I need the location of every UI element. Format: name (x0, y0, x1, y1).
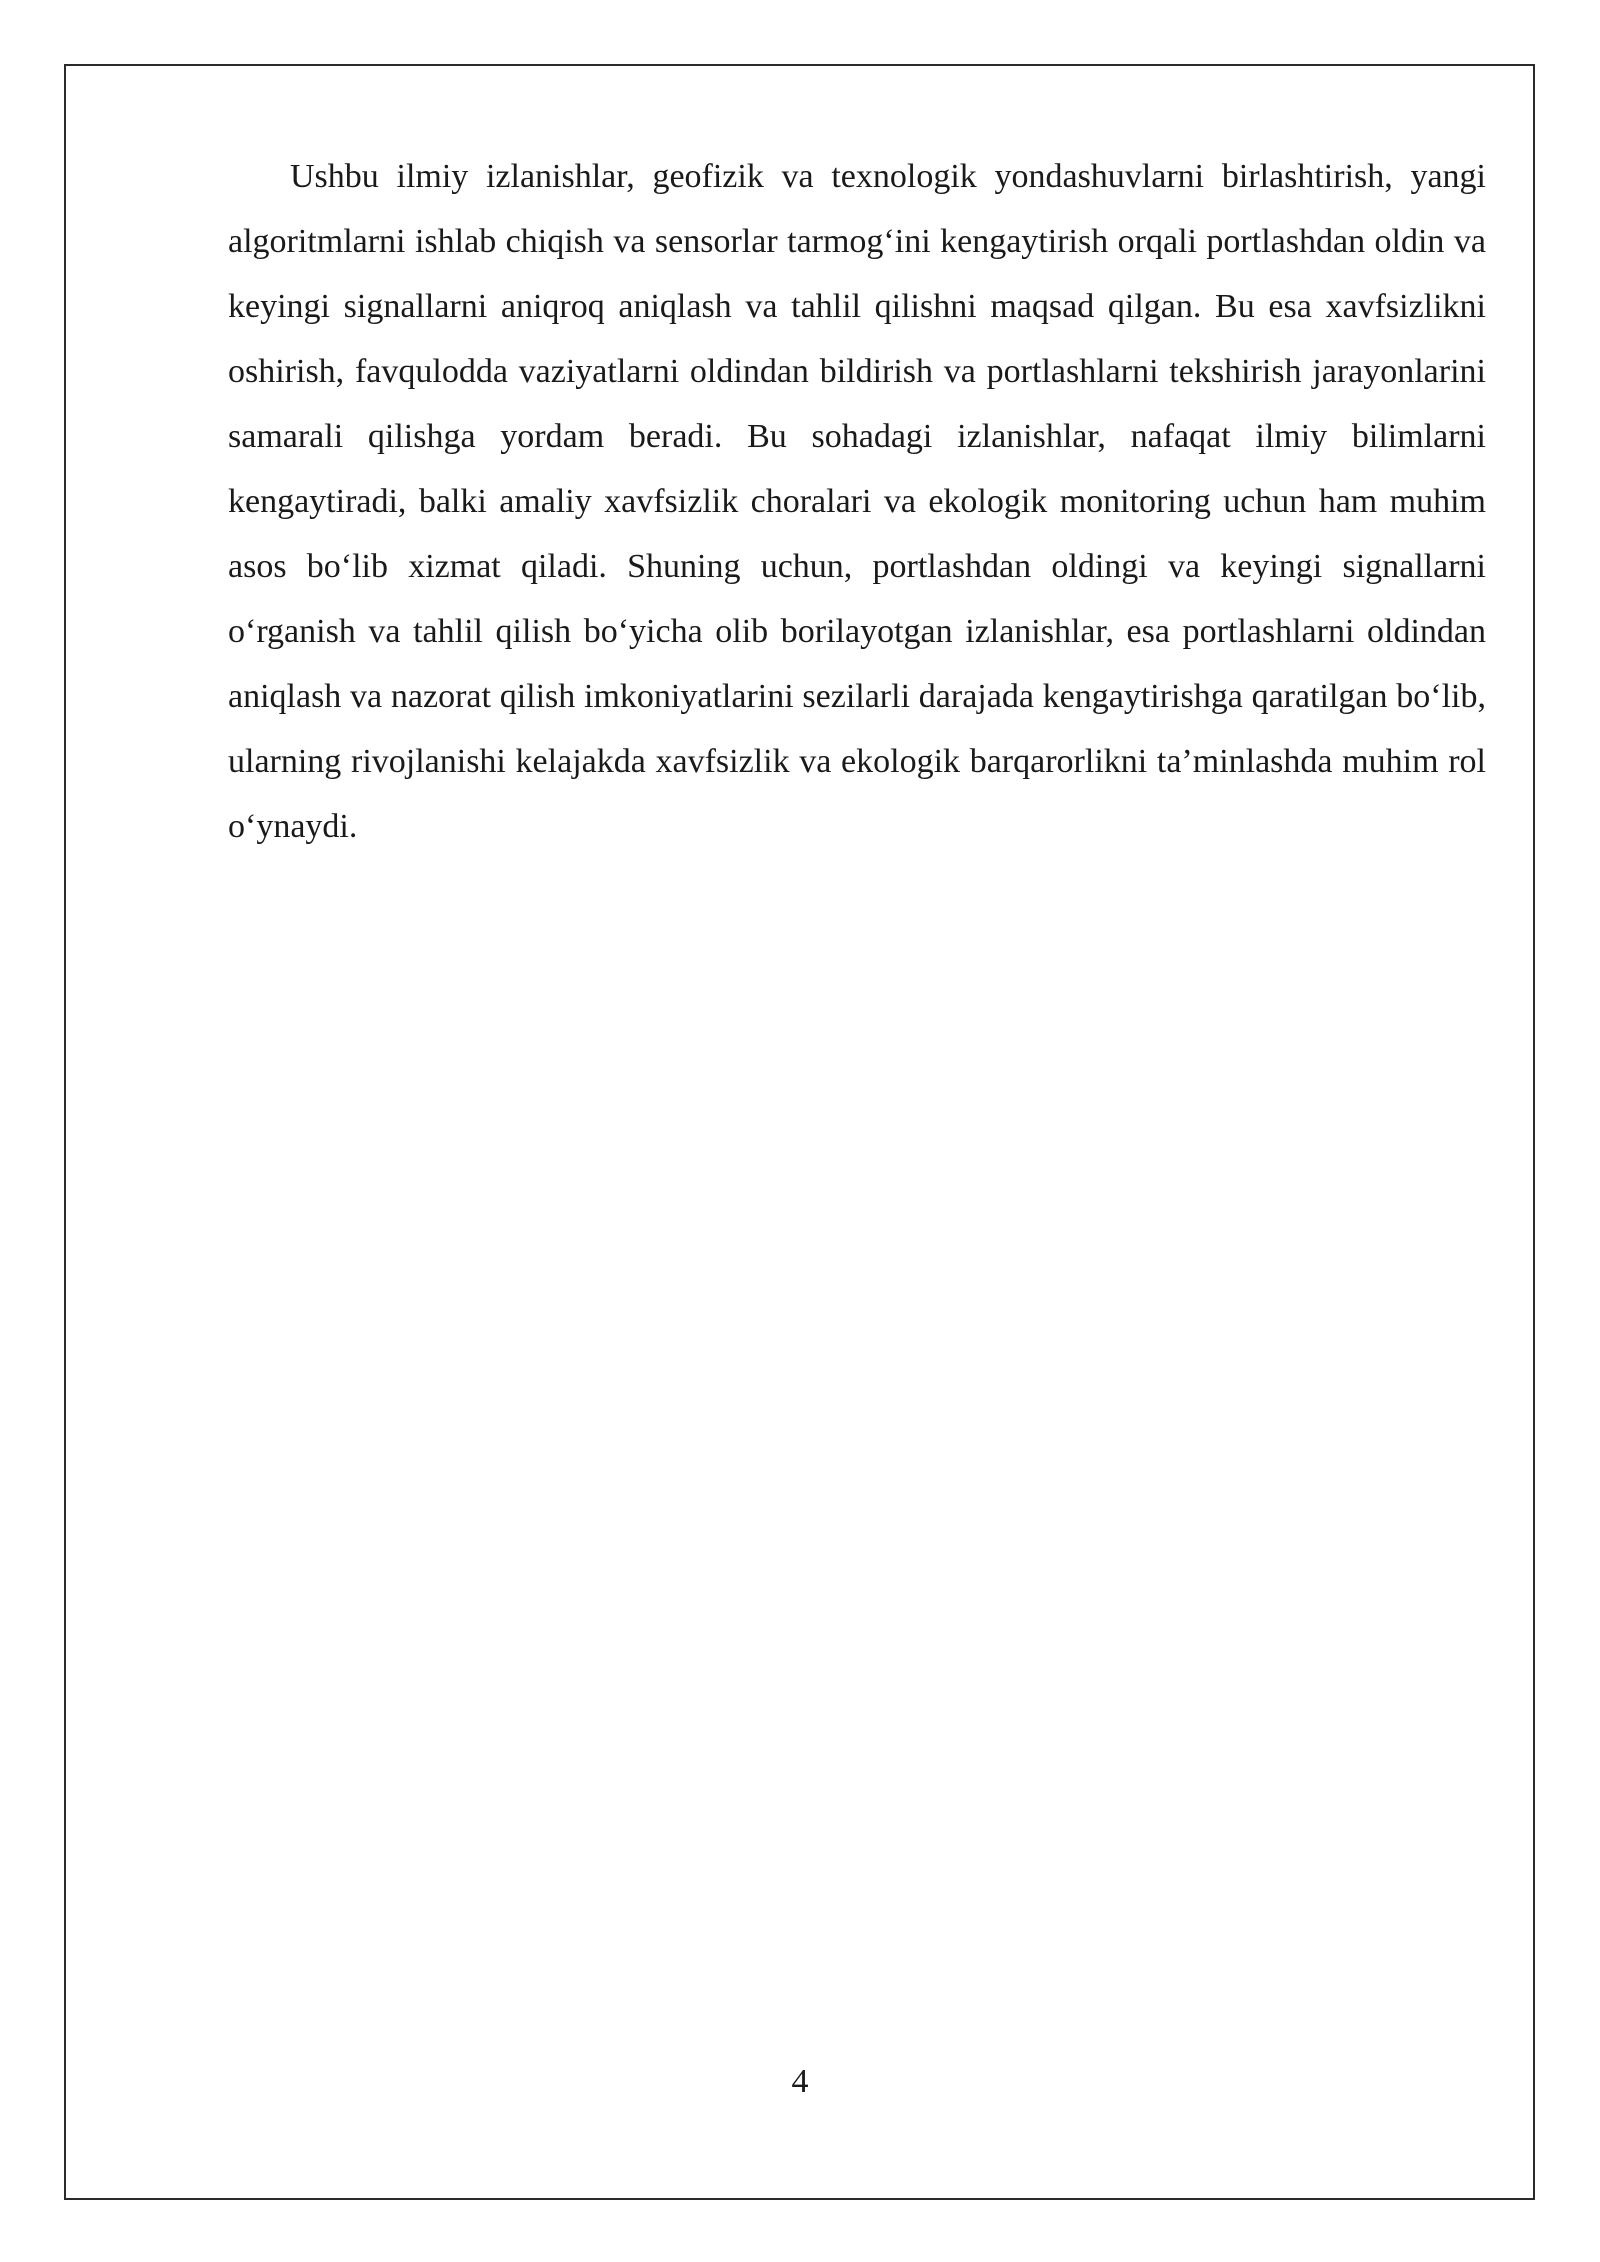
page-number: 4 (791, 2063, 809, 2100)
body-paragraph: Ushbu ilmiy izlanishlar, geofizik va texnologik yondashuvlarni birlashtirish, yangi algoritmlarni ishlab chiqish va sensorlar tarmog‘ini kengaytirish orqali portlashdan oldin va keyingi signallarni aniqroq aniqlash va tahlil qilishni maqsad qilgan. Bu esa xavfsizlikni oshirish, favqulodda vaziyatlarni oldindan bildirish va portlashlarni tekshirish jarayonlarini samarali qilishga yordam beradi. Bu sohadagi izlanishlar, nafaqat ilmiy bilimlarni kengaytiradi, balki amaliy xavfsizlik choralari va ekologik monitoring uchun ham muhim asos bo‘lib xizmat qiladi. Shuning uchun, portlashdan oldingi va keyingi signallarni o‘rganish va tahlil qilish bo‘yicha olib borilayotgan izlanishlar, esa portlashlarni oldindan aniqlash va nazorat qilish imkoniyatlarini sezilarli darajada kengaytirishga qaratilgan bo‘lib, ularning rivojlanishi kelajakda xavfsizlik va ekologik barqarorlikni ta’minlashda muhim rol o‘ynaydi. (228, 158, 1486, 845)
page-number-container (710, 2062, 890, 2102)
